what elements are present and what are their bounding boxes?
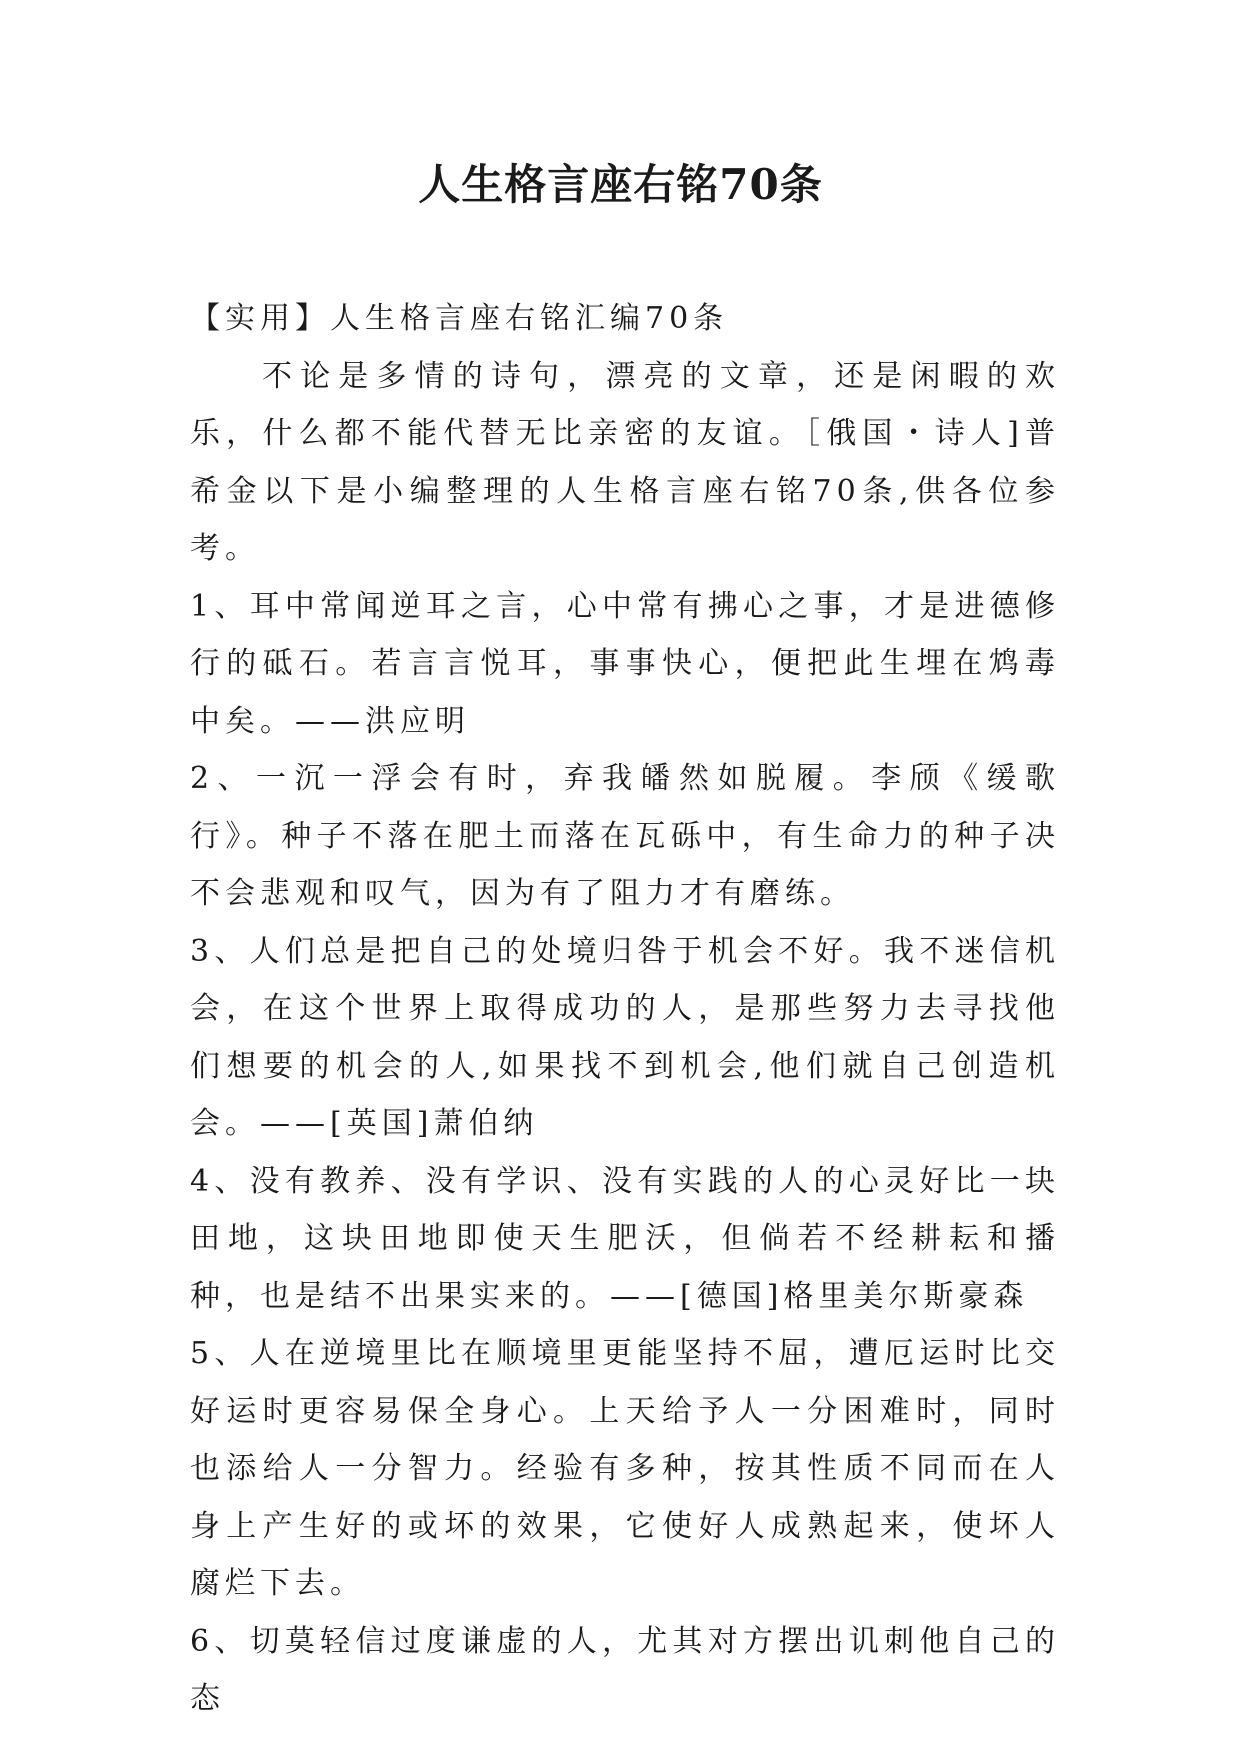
document-title: 人生格言座右铭70条 [418, 160, 823, 209]
quote-item-2: 2、一沉一浮会有时，弃我皤然如脱履。李颀《缓歌行》。种子不落在肥土而落在瓦砾中，有生命力的种子决不会悲观和叹气，因为有了阻力才有磨练。 [190, 761, 1060, 911]
document-subtitle: 【实用】人生格言座右铭汇编70条 [190, 301, 729, 336]
intro-paragraph: 不论是多情的诗句，漂亮的文章，还是闲暇的欢乐，什么都不能代替无比亲密的友谊。［俄国・诗人]普希金以下是小编整理的人生格言座右铭70条,供各位参考。 [190, 358, 1060, 566]
quote-item-4: 4、没有教养、没有学识、没有实践的人的心灵好比一块田地，这块田地即使天生肥沃，但倘若不经耕耘和播种，也是结不出果实来的。——[德国]格里美尔斯豪森 [190, 1163, 1060, 1314]
quote-item-5: 5、人在逆境里比在顺境里更能坚持不屈，遭厄运时比交好运时更容易保全身心。上天给予人一分困难时，同时也添给人一分智力。经验有多种，按其性质不同而在人身上产生好的或坏的效果，它使好人成熟起来，使坏人腐烂下去。 [190, 1336, 1060, 1601]
quote-item-6: 6、切莫轻信过度谦虚的人，尤其对方摆出讥刺他自己的态 [190, 1623, 1060, 1716]
quote-item-1: 1、耳中常闻逆耳之言，心中常有拂心之事，才是进德修行的砥石。若言言悦耳，事事快心，便把此生埋在鸩毒中矣。——洪应明 [190, 588, 1060, 739]
document-body [190, 290, 1060, 1728]
quote-item-3: 3、人们总是把自己的处境归咎于机会不好。我不迷信机会，在这个世界上取得成功的人，是那些努力去寻找他们想要的机会的人,如果找不到机会,他们就自己创造机会。——[英国]萧伯纳 [190, 933, 1060, 1141]
